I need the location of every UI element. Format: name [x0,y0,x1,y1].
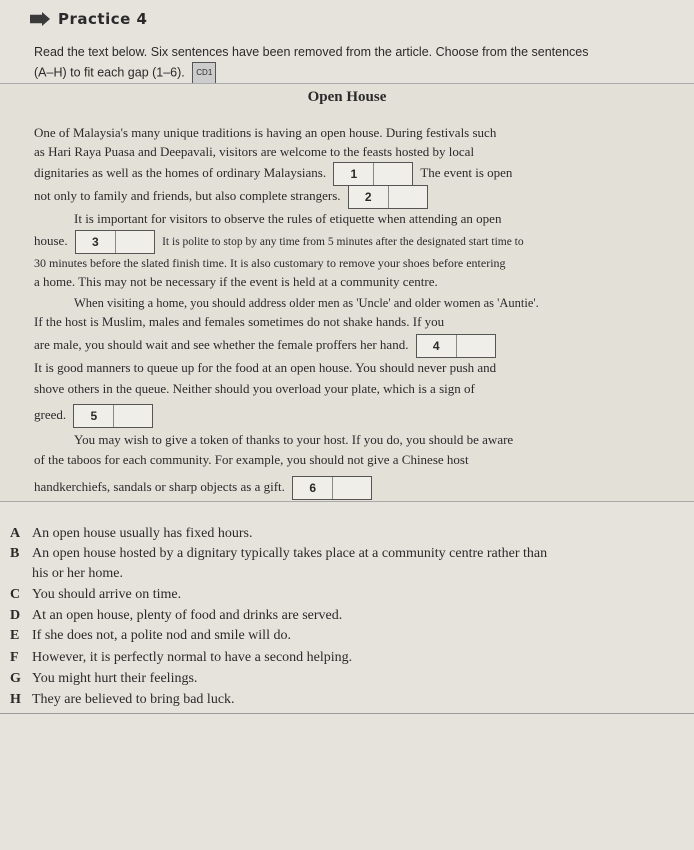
option-text: If she does not, a polite nod and smile will do. [32,628,291,643]
instructions-line-2 [34,62,684,84]
passage-line [34,334,500,358]
option-letter: D [10,608,21,623]
gap-2[interactable] [348,185,428,209]
passage-line [34,476,376,500]
practice-title: Practice 4 [58,10,148,28]
gap-3[interactable] [75,230,155,254]
instructions [34,42,684,84]
gap-number: 4 [432,339,440,353]
passage-line: as Hari Raya Puasa and Deepavali, visitors are welcome to the feasts hosted by local [34,144,475,159]
passage-line: 30 minutes before the slated finish time. It is also customary to remove your shoes before entering [34,256,506,270]
passage-line [34,185,432,209]
passage-text: are male, you should wait and see whether the female proffers her hand. [34,336,409,352]
passage-line: One of Malaysia's many unique traditions is having an open house. During festivals such [34,125,497,140]
option-b-continued [10,564,123,584]
option-text: However, it is perfectly normal to have a second helping. [32,650,353,665]
passage-line: shove others in the queue. Neither should you overload your plate, which is a sign of [34,381,475,396]
gap-number: 5 [90,409,98,423]
option-a[interactable] [10,524,252,544]
option-letter: F [10,650,19,665]
option-f[interactable] [10,648,352,668]
passage-text: dignitaries as well as the homes of ordinary Malaysians. [34,164,327,180]
option-letter: G [10,671,21,686]
passage-line: You may wish to give a token of thanks to your host. If you do, you should be aware [74,432,514,447]
passage-text: handkerchiefs, sandals or sharp objects as a gift. [34,478,285,494]
passage-text: greed. [34,406,67,422]
option-letter: C [10,587,21,602]
option-c[interactable] [10,585,181,605]
gap-4[interactable] [416,334,496,358]
instructions-line-1: Read the text below. Six sentences have been removed from the article. Choose from the sentences [34,45,589,59]
option-letter: H [10,692,21,707]
option-h[interactable] [10,690,235,710]
option-text: They are believed to bring bad luck. [32,692,235,707]
gap-number: 3 [92,235,99,249]
option-text: his or her home. [32,566,123,581]
gap-number: 1 [350,167,358,181]
option-d[interactable] [10,606,342,626]
audio-track-badge: CD1 [192,62,216,84]
practice-header [30,10,147,28]
passage-line [34,404,157,428]
arrow-icon [30,12,50,26]
option-text: You should arrive on time. [32,587,182,602]
passage-text: house. [34,232,68,248]
passage-line: If the host is Muslim, males and females sometimes do not shake hands. If you [34,314,445,329]
gap-number: 6 [309,481,316,495]
option-text: An open house hosted by a dignitary typically takes place at a community centre rather than [32,546,548,561]
answer-options [0,518,694,714]
instructions-line-2-text: (A–H) to fit each gap (1–6). [34,65,185,80]
option-e[interactable] [10,626,291,646]
option-text: At an open house, plenty of food and drinks are served. [32,608,343,623]
passage-line: It is good manners to queue up for the food at an open house. You should never push and [34,360,497,375]
passage-text: not only to family and friends, but also complete strangers. [34,187,341,203]
option-g[interactable] [10,669,197,689]
passage-line: When visiting a home, you should address older men as 'Uncle' and older women as 'Auntie'. [74,296,539,310]
option-text: You might hurt their feelings. [32,671,198,686]
passage-title: Open House [307,89,387,105]
option-letter: A [10,526,21,541]
passage-line: It is important for visitors to observe the rules of etiquette when attending an open [74,211,502,226]
gap-5[interactable] [73,404,153,428]
option-b[interactable] [10,544,547,564]
passage-line: of the taboos for each community. For example, you should not give a Chinese host [34,452,469,467]
gap-number: 2 [364,190,372,204]
passage-text: It is polite to stop by any time from 5 minutes after the designated start time to [162,235,524,248]
option-letter: E [10,628,20,643]
option-text: An open house usually has fixed hours. [32,526,253,541]
gap-1[interactable] [333,162,413,186]
passage-line [34,162,512,186]
passage-line: a home. This may not be necessary if the event is held at a community centre. [34,274,438,289]
gap-6[interactable] [292,476,372,500]
passage-box [0,83,694,502]
option-letter: B [10,546,20,561]
passage-text: The event is open [420,164,513,180]
passage-line [34,230,524,254]
